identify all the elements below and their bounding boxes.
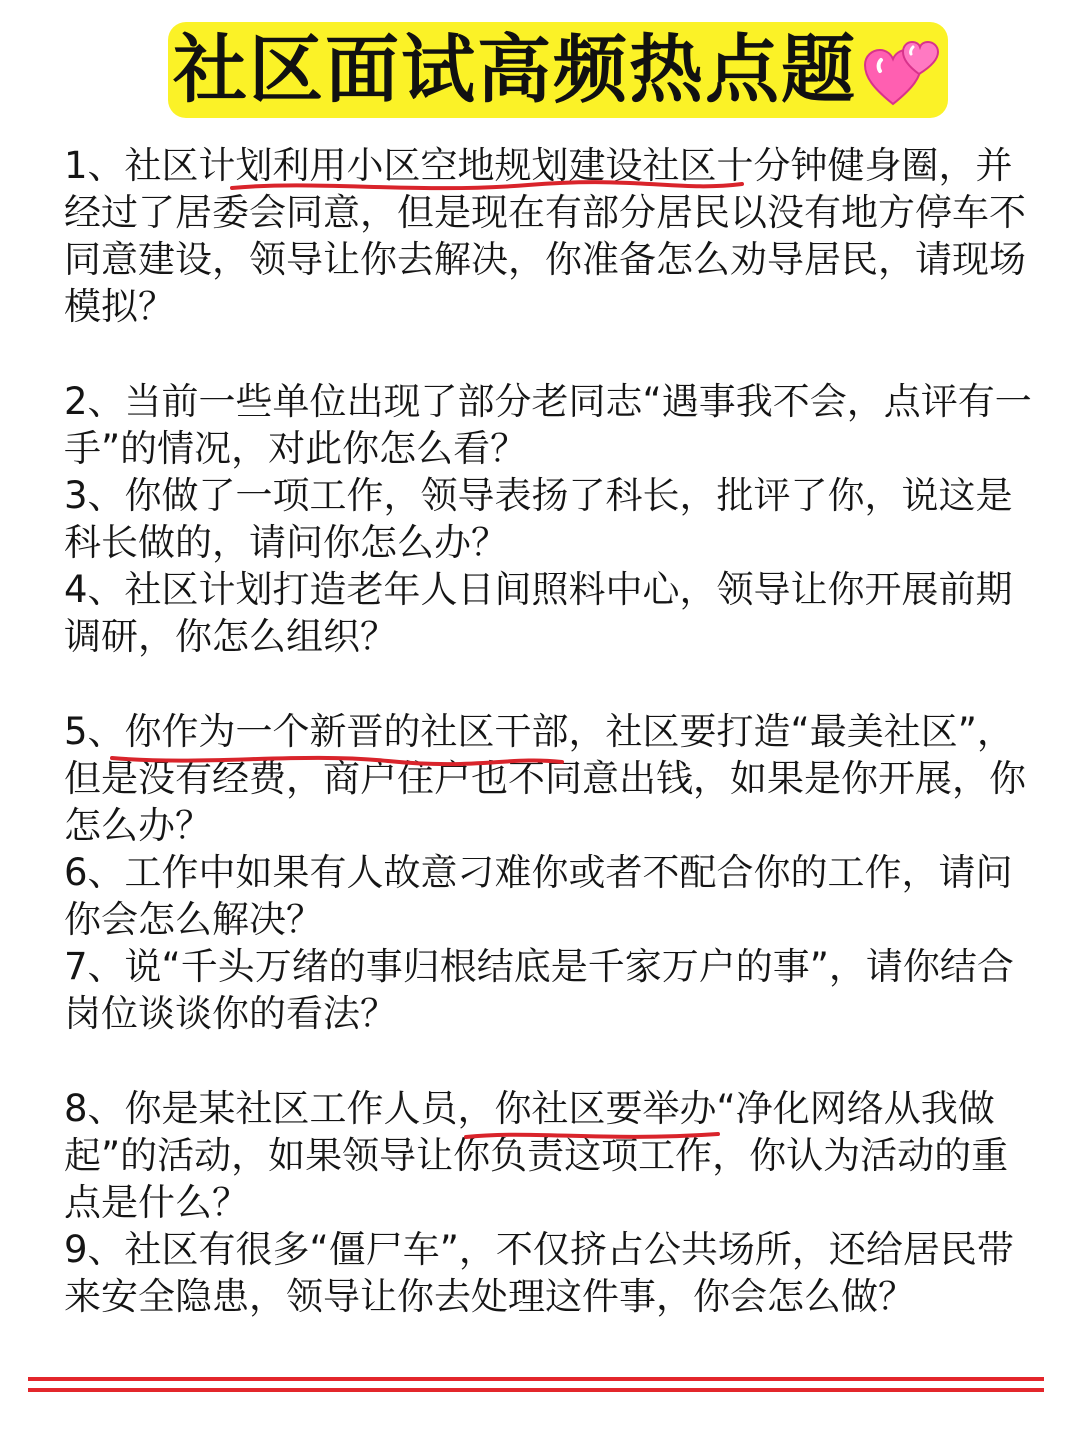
question-item-8: 8、你是某社区工作人员，你社区要举办“净化网络从我做起”的活动，如果领导让你负责这项工作，你认为活动的重点是什么？ — [64, 1087, 1009, 1224]
section-gap — [64, 1037, 1034, 1085]
question-item-7: 7、说“千头万绪的事归根结底是千家万户的事”，请你结合岗位谈谈你的看法？ — [64, 945, 1014, 1035]
question-item-6: 6、工作中如果有人故意刁难你或者不配合你的工作，请问你会怎么解决？ — [64, 851, 1013, 941]
footer-line — [28, 1388, 1044, 1392]
question-item-1: 1、社区计划利用小区空地规划建设社区十分钟健身圈，并经过了居委会同意，但是现在有部分居民以没有地方停车不同意建设，领导让你去解决，你准备怎么劝导居民，请现场模拟？ — [64, 144, 1026, 328]
two-hearts-icon — [863, 32, 943, 108]
footer-line — [28, 1377, 1044, 1381]
question-item-3: 3、你做了一项工作，领导表扬了科长，批评了你，说这是科长做的，请问你怎么办？ — [64, 474, 1013, 564]
section-gap — [64, 330, 1034, 378]
question-item-4: 4、社区计划打造老年人日间照料中心，领导让你开展前期调研，你怎么组织？ — [64, 568, 1013, 658]
footer-divider — [28, 1377, 1044, 1399]
title-banner — [168, 22, 948, 118]
question-item-5: 5、你作为一个新晋的社区干部，社区要打造“最美社区”，但是没有经费，商户住户也不同意出钱，如果是你开展，你怎么办？ — [64, 710, 1026, 847]
question-item-9: 9、社区有很多“僵尸车”，不仅挤占公共场所，还给居民带来安全隐患，领导让你去处理这件事，你会怎么做？ — [64, 1228, 1014, 1318]
question-list — [64, 142, 1034, 1320]
page-title: 社区面试高频热点题 — [173, 27, 857, 113]
section-gap — [64, 660, 1034, 708]
question-item-2: 2、当前一些单位出现了部分老同志“遇事我不会，点评有一手”的情况，对此你怎么看？ — [64, 380, 1032, 470]
